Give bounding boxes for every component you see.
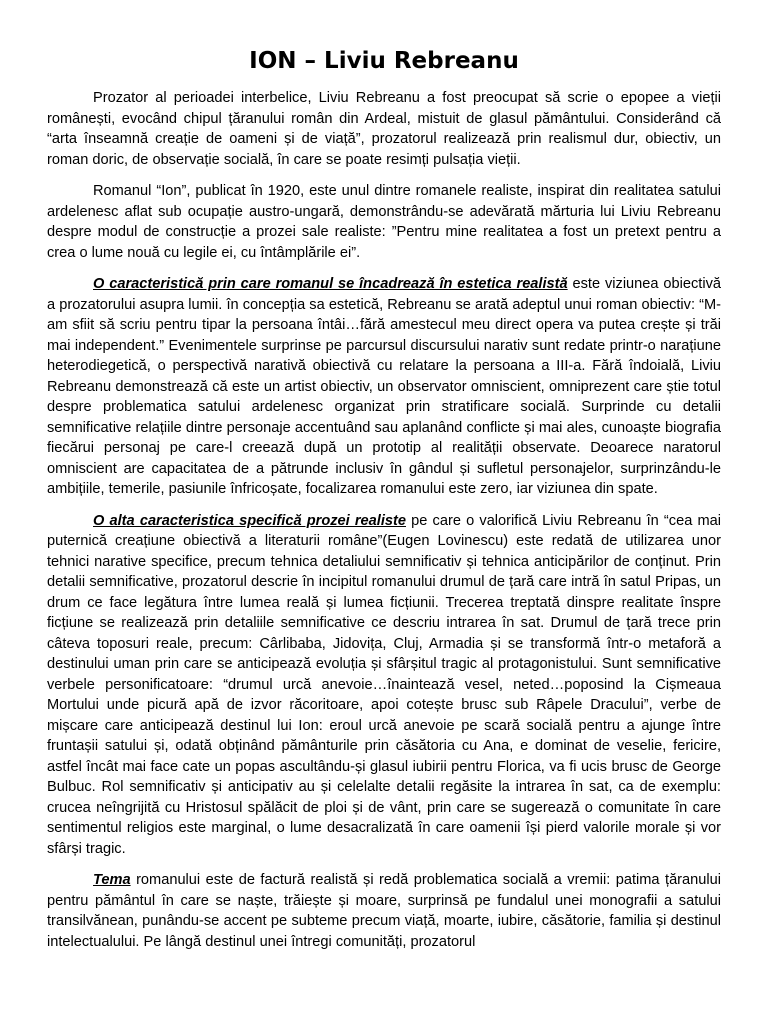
page-title: ION – Liviu Rebreanu [249,48,519,74]
paragraph-lead: Tema [93,872,131,888]
paragraph-text: Prozator al perioadei interbelice, Liviu Rebreanu a fost preocupat să scrie o epopee a vieții românești, evocând chipul țăranului român din Ardeal, mistuit de glasul pământului. Considerând că “arta înseamnă creație de oameni și de viață”, prozatorul realizează prin realismul dur, obiectiv, un roman doric, de observație socială, în care se poate resimți pulsația vieții. [47,90,721,168]
paragraph-lead: O alta caracteristica specifică prozei realiste [93,512,406,529]
paragraph-text: pe care o valorifică Liviu Rebreanu în “cea mai puternică creațiune obiectivă a literaturii române”(Eugen Lovinescu) este redată de utilizarea unor tehnici narative specifice, precum tehnica detaliului semnificativ și tehnica anticipărilor de conținut. Prin detalii semnificative, prozatorul descrie în incipitul romanului drumul de țară care intră în satul Pripas, un drum ce face legătura între lumea reală și lumea ficțiunii. Trecerea treptată dinspre realitate înspre ficțiune se realizează prin detaliile semnificative ce descriu intrarea în sat. Drumul de țară trece prin câteva toposuri reale, precum: Cârlibaba, Jidovița, Cluj, Armadia și se transformă într-o metaforă a destinului uman prin care se anticipează evoluția și sfârșitul tragic al protagonistului. Sunt semnificative verbele personificatoare: “drumul urcă anevoie…înaintează vesel, neted…poposind la Cișmeaua Mortului unde picură apă de izvor răcoritoare, apoi cotește brusc sub Râpele Dracului”, verbe de mișcare care anticipează destinul lui Ion: eroul urcă anevoie pe scară socială pentru a ajunge între fruntașii satului și, odată obținând pământurile prin căsătoria cu Ana, e dominat de veselie, fericire, astfel încât mai face cate un popas ascultându-și glasul iubirii pentru Florica, va fi ucis brusc de George Bulbuc. Rol semnificativ și anticipativ au și celelalte detalii regăsite la intrarea în sat, ca de exemplu: crucea neîngrijită cu Hristosul spălăcit de ploi și de vânt, prin care se sugerează o comunitate în care sentimentul religios este marginal, o lume desacralizată în care oamenii își pierd valorile morale și vor sfârși tragic. [47,512,721,857]
paragraph-novel-context [47,181,721,263]
paragraph-intro [47,88,721,170]
paragraph-theme [47,870,721,952]
paragraph-realism-objective [47,274,721,500]
document-body [47,88,721,963]
paragraph-text: romanului este de factură realistă și redă problematica socială a vremii: patima țăranului pentru pământul în care se naște, trăiește și moare, surprinsă pe fundalul unei monografii a satului transilvănean, punându-se accent pe subteme precum viață, moarte, iubire, căsătorie, familia și destinul intelectualului. Pe lângă destinul unei întregi comunități, prozatorul [47,872,721,950]
paragraph-narrative-techniques [47,511,721,860]
paragraph-text: Romanul “Ion”, publicat în 1920, este unul dintre romanele realiste, inspirat din realitatea satului ardelenesc aflat sub ocupație austro-ungară, demonstrându-se adevărată mărturia lui Liviu Rebreanu despre modul de construcție a prozei sale realiste: ”Pentru mine realitatea a fost un pretext pentru a crea o lume nouă cu legile ei, cu întâmplările ei”. [47,183,721,261]
paragraph-text: este viziunea obiectivă a prozatorului asupra lumii. în concepția sa estetică, Rebreanu se arată adeptul unui roman obiectiv: “M-am sfiit să scriu pentru tipar la persoana întâi…fără amestecul meu direct opera va putea crește și trăi mai independent.” Evenimentele surprinse pe parcursul discursului narativ sunt redate printr-o narațiune heterodiegetică, o perspectivă narativă obiectivă cu relatare la persoana a III-a. Fără îndoială, Liviu Rebreanu demonstrează că este un artist obiectiv, un observator omniscient, omniprezent care știe totul despre problematica satului ardelenesc organizat prin stratificare socială. Surprinde cu detalii semnificative relațiile dintre personaje accentuând sau aplanând conflicte și mai ales, cunoaște biografia fiecărui personaj pe care-l creează după un prototip al realității observate. Deoarece naratorul omniscient are capacitatea de a pătrunde inclusiv în gândul și sufletul personajelor, surprinzându-le ambițiile, temerile, pasiunile înfricoșate, focalizarea romanului este zero, iar viziunea din spate. [47,276,721,497]
paragraph-lead: O caracteristică prin care romanul se încadrează în estetica realistă [93,276,568,292]
